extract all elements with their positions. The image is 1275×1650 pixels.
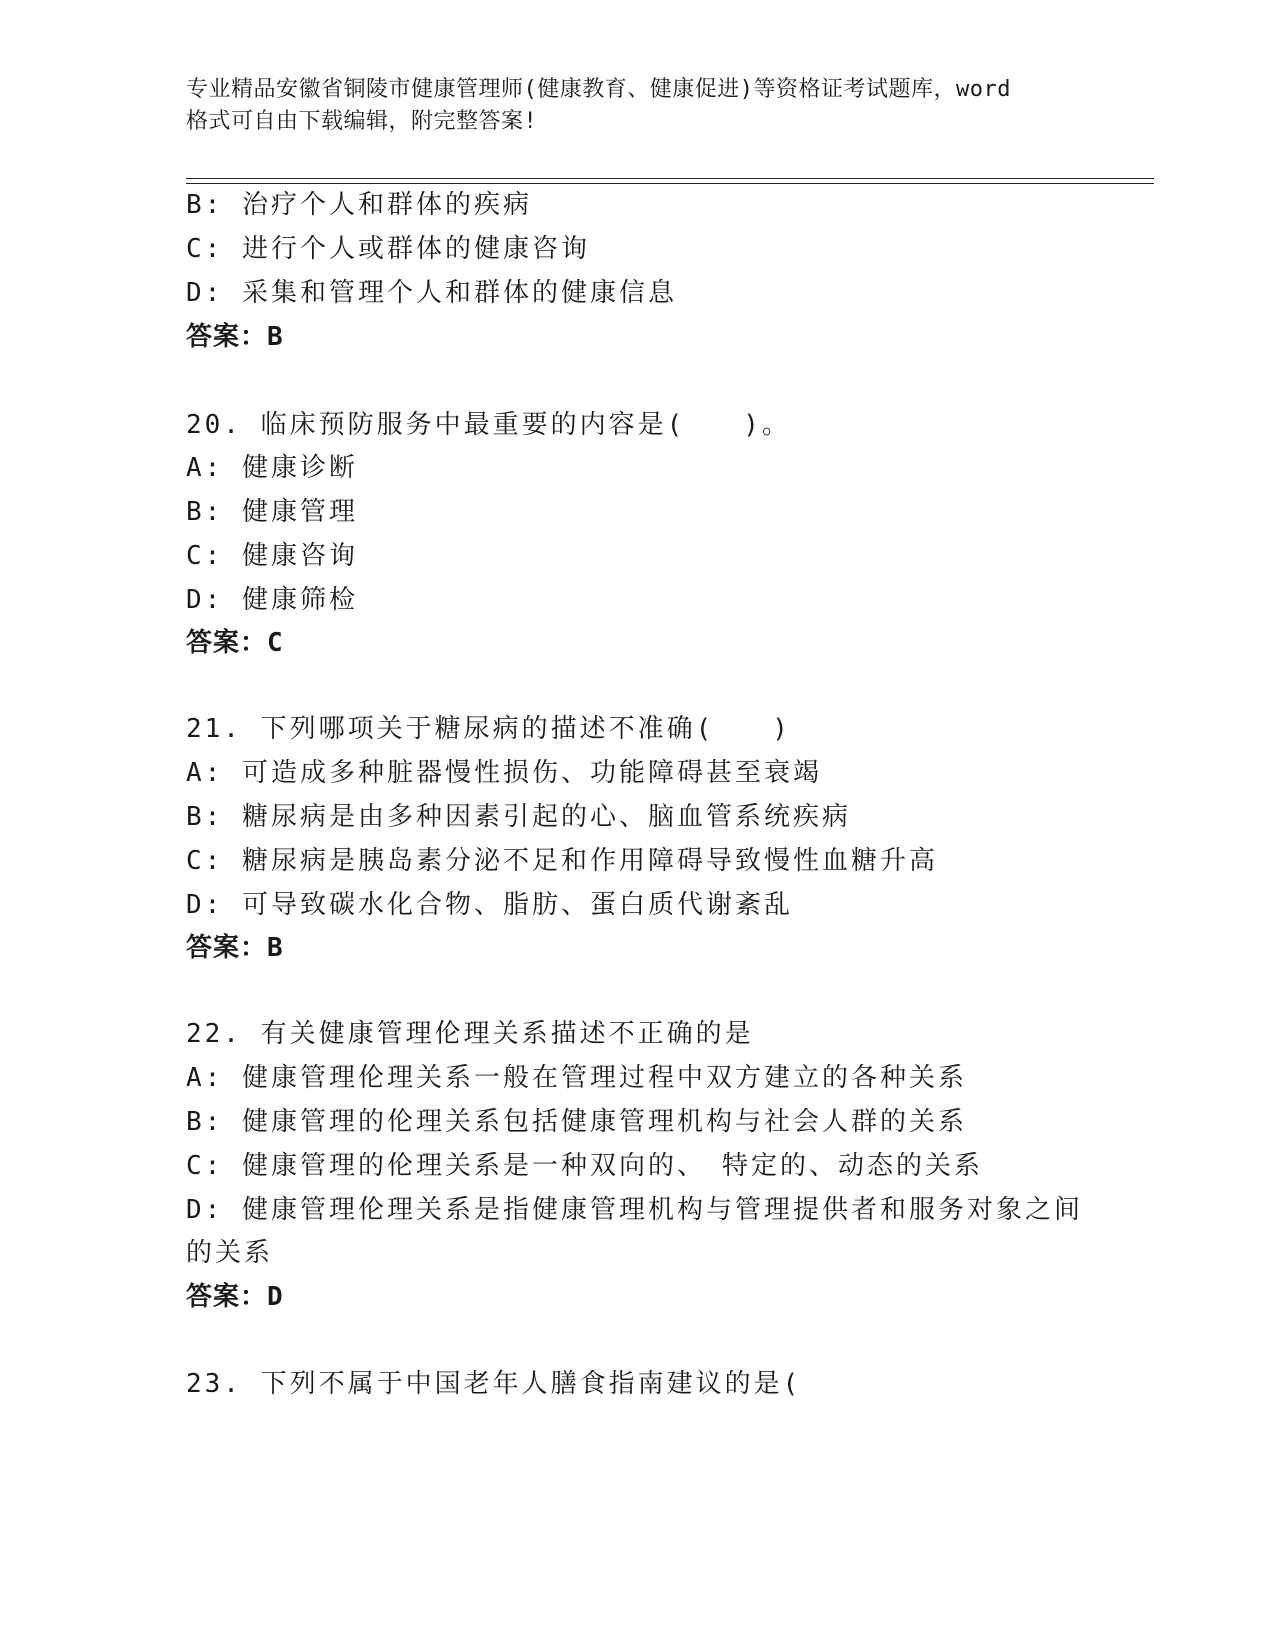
q20-stem: 20. 临床预防服务中最重要的内容是( )。 [186,410,791,440]
q22-option-d: D: 健康管理伦理关系是指健康管理机构与管理提供者和服务对象之间 [186,1195,1083,1225]
q19-answer: 答案：B [186,322,284,352]
q19-option-c: C: 进行个人或群体的健康咨询 [186,234,590,264]
header-divider-bottom [186,183,1154,184]
q21-stem: 21. 下列哪项关于糖尿病的描述不准确( ) [186,714,791,744]
q20-option-b: B: 健康管理 [186,497,358,527]
q23-stem: 23. 下列不属于中国老年人膳食指南建议的是( [186,1369,802,1399]
q19-option-d: D: 采集和管理个人和群体的健康信息 [186,278,677,308]
document-header [186,74,1086,138]
q22-option-d-continued: 的关系 [186,1238,274,1268]
q22-stem: 22. 有关健康管理伦理关系描述不正确的是 [186,1019,754,1049]
header-line-2: 格式可自由下载编辑，附完整答案! [186,109,538,134]
q21-option-a: A: 可造成多种脏器慢性损伤、功能障碍甚至衰竭 [186,758,822,788]
q21-option-b: B: 糖尿病是由多种因素引起的心、脑血管系统疾病 [186,802,851,832]
q21-answer: 答案：B [186,933,284,963]
q20-option-a: A: 健康诊断 [186,453,358,483]
q20-option-c: C: 健康咨询 [186,541,358,571]
header-divider-top [186,178,1154,179]
q22-option-a: A: 健康管理伦理关系一般在管理过程中双方建立的各种关系 [186,1063,967,1093]
q19-option-b: B: 治疗个人和群体的疾病 [186,190,532,220]
q20-answer: 答案：C [186,628,284,658]
q22-option-b: B: 健康管理的伦理关系包括健康管理机构与社会人群的关系 [186,1107,967,1137]
header-line-1: 专业精品安徽省铜陵市健康管理师(健康教育、健康促进)等资格证考试题库，word [186,77,1011,102]
q22-answer: 答案：D [186,1282,284,1312]
q21-option-c: C: 糖尿病是胰岛素分泌不足和作用障碍导致慢性血糖升高 [186,846,938,876]
q20-option-d: D: 健康筛检 [186,585,358,615]
q22-option-c: C: 健康管理的伦理关系是一种双向的、 特定的、动态的关系 [186,1151,983,1181]
q21-option-d: D: 可导致碳水化合物、脂肪、蛋白质代谢紊乱 [186,890,793,920]
